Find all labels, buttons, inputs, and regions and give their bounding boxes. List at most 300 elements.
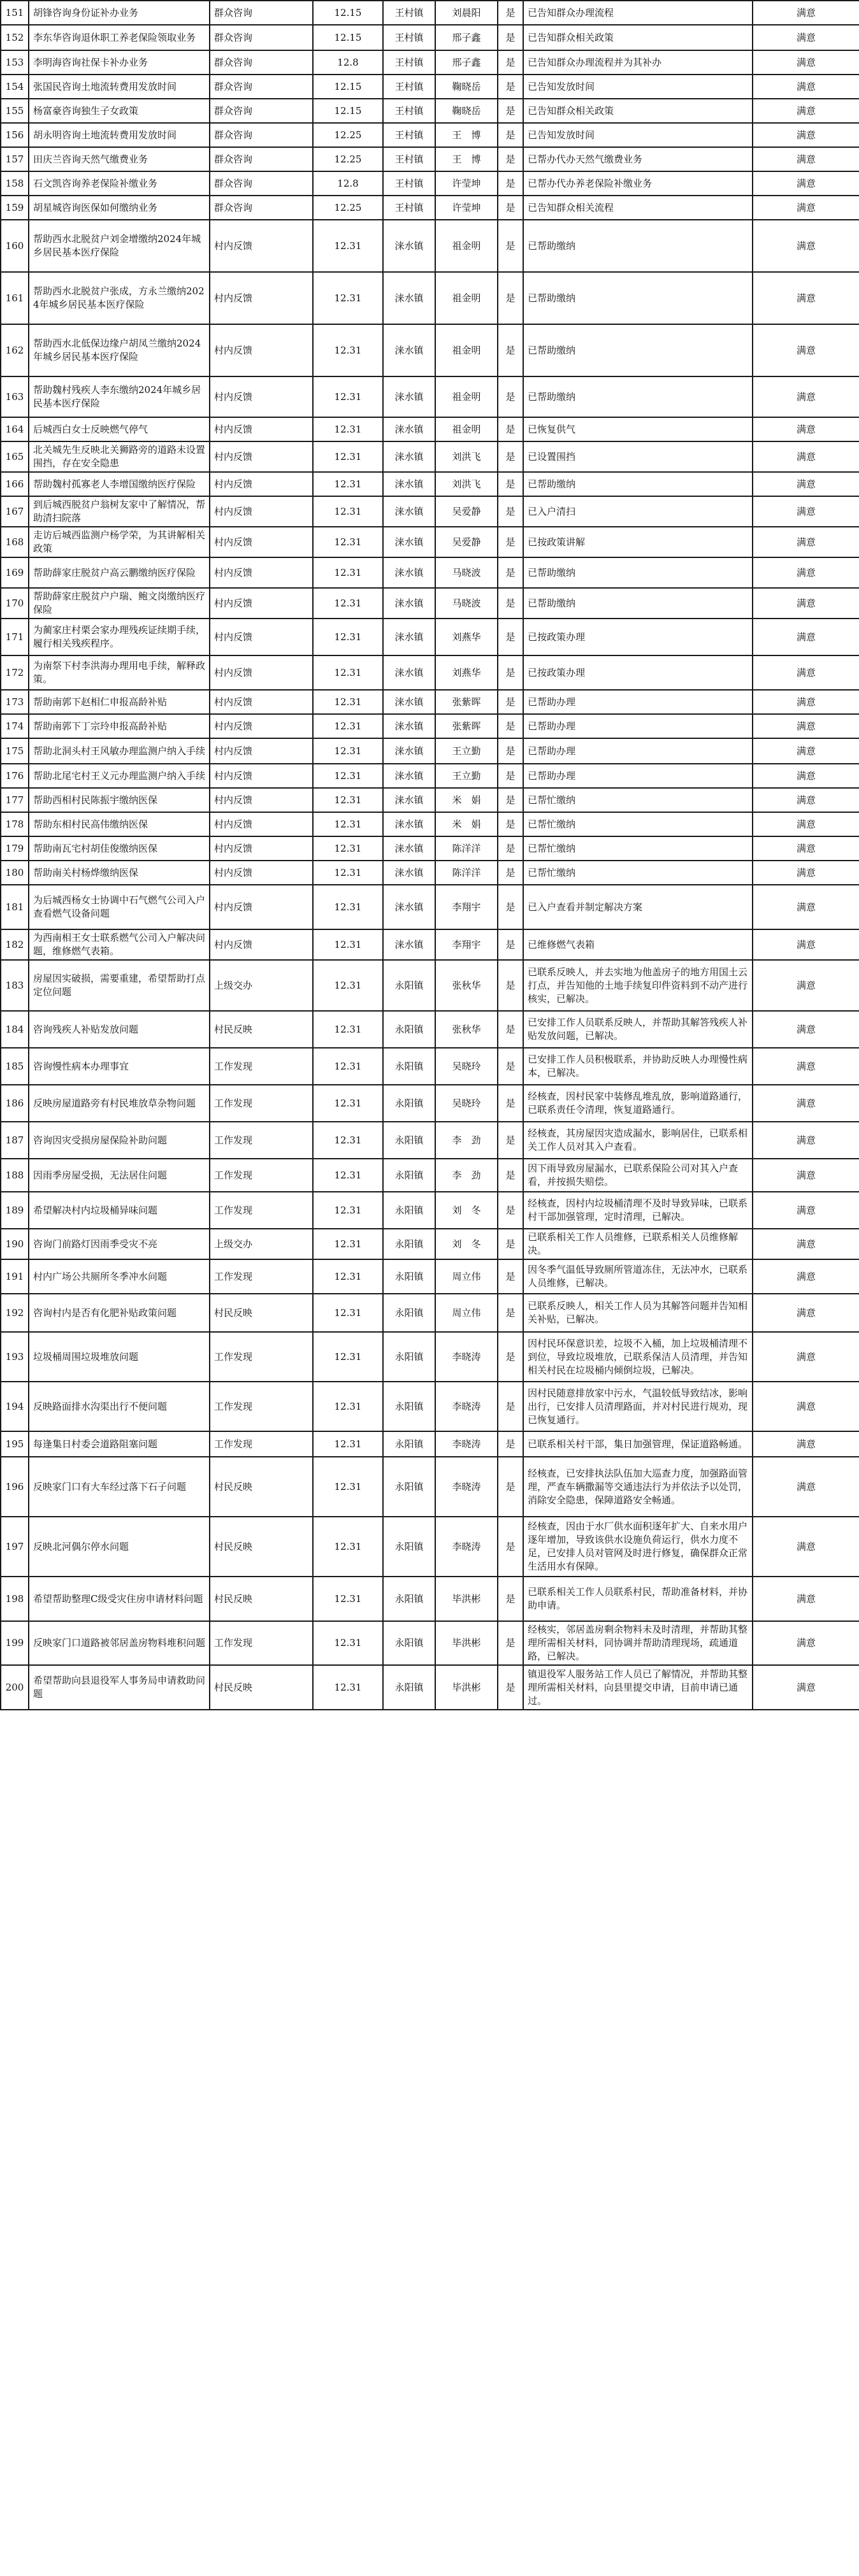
table-row xyxy=(1,738,859,764)
cell-source: 村内反馈 xyxy=(210,738,313,764)
cell-matter: 为蔺家庄村栗会家办理残疾证续期手续，履行相关残疾程序。 xyxy=(29,619,210,655)
cell-source: 工作发现 xyxy=(210,1259,313,1294)
cell-town: 永阳镇 xyxy=(383,1332,435,1382)
cell-matter: 每逢集日村委会道路阻塞问题 xyxy=(29,1431,210,1457)
cell-handler: 周立伟 xyxy=(435,1294,498,1332)
cell-date: 12.15 xyxy=(313,25,383,50)
cell-resolved: 是 xyxy=(498,714,523,738)
cell-result: 已联系相关村干部，集日加强管理，保证道路畅通。 xyxy=(523,1431,753,1457)
cell-result: 已帮助办理 xyxy=(523,764,753,788)
cell-index: 158 xyxy=(1,171,29,196)
cell-matter: 为后城西杨女士协调中石气燃气公司入户查看燃气设备问题 xyxy=(29,885,210,929)
cell-index: 165 xyxy=(1,441,29,472)
table-row xyxy=(1,788,859,812)
cell-index: 196 xyxy=(1,1457,29,1517)
cell-resolved: 是 xyxy=(498,885,523,929)
cell-handler: 李晓涛 xyxy=(435,1431,498,1457)
cell-town: 涞水镇 xyxy=(383,690,435,714)
cell-town: 王村镇 xyxy=(383,99,435,123)
table-row xyxy=(1,1,859,25)
cell-result: 已帮助缴纳 xyxy=(523,472,753,496)
cell-matter: 反映家门口道路被邻居盖房物料堆积问题 xyxy=(29,1621,210,1665)
cell-result: 已帮办代办养老保险补缴业务 xyxy=(523,171,753,196)
cell-index: 175 xyxy=(1,738,29,764)
cell-handler: 张紫晖 xyxy=(435,714,498,738)
cell-result: 经核查，因村内垃圾桶清理不及时导致异味，已联系村干部加强管理，定时清理，已解决。 xyxy=(523,1192,753,1229)
cell-handler: 刘燕华 xyxy=(435,619,498,655)
cell-handler: 许莹坤 xyxy=(435,196,498,220)
cell-satisfaction: 满意 xyxy=(753,1577,859,1621)
cell-handler: 鞠晓岳 xyxy=(435,99,498,123)
cell-date: 12.31 xyxy=(313,1431,383,1457)
cell-index: 178 xyxy=(1,812,29,836)
cell-index: 159 xyxy=(1,196,29,220)
cell-date: 12.25 xyxy=(313,147,383,171)
cell-satisfaction: 满意 xyxy=(753,441,859,472)
cell-satisfaction: 满意 xyxy=(753,1,859,25)
cell-matter: 帮助东相村民高伟缴纳医保 xyxy=(29,812,210,836)
cell-source: 村内反馈 xyxy=(210,655,313,690)
cell-result: 已联系相关工作人员联系村民，帮助准备材料，并协助申请。 xyxy=(523,1577,753,1621)
cell-date: 12.31 xyxy=(313,472,383,496)
cell-satisfaction: 满意 xyxy=(753,1229,859,1259)
cell-source: 村内反馈 xyxy=(210,527,313,557)
cell-handler: 刘晨阳 xyxy=(435,1,498,25)
table-row xyxy=(1,588,859,619)
cell-source: 村内反馈 xyxy=(210,417,313,441)
cell-satisfaction: 满意 xyxy=(753,690,859,714)
table-row xyxy=(1,527,859,557)
cell-matter: 村内广场公共厕所冬季冲水问题 xyxy=(29,1259,210,1294)
cell-town: 涞水镇 xyxy=(383,764,435,788)
cell-index: 172 xyxy=(1,655,29,690)
cell-matter: 咨询因灾受损房屋保险补助问题 xyxy=(29,1122,210,1159)
table-row xyxy=(1,655,859,690)
cell-resolved: 是 xyxy=(498,376,523,417)
table-row xyxy=(1,557,859,588)
cell-satisfaction: 满意 xyxy=(753,885,859,929)
cell-town: 永阳镇 xyxy=(383,1085,435,1122)
cell-date: 12.25 xyxy=(313,123,383,147)
cell-matter: 希望帮助整理C级受灾住房申请材料问题 xyxy=(29,1577,210,1621)
cell-satisfaction: 满意 xyxy=(753,1159,859,1192)
cell-index: 190 xyxy=(1,1229,29,1259)
cell-handler: 王立勤 xyxy=(435,738,498,764)
cell-satisfaction: 满意 xyxy=(753,1665,859,1710)
cell-resolved: 是 xyxy=(498,1517,523,1577)
cell-resolved: 是 xyxy=(498,1332,523,1382)
cell-index: 174 xyxy=(1,714,29,738)
cell-index: 181 xyxy=(1,885,29,929)
cell-handler: 马晓波 xyxy=(435,557,498,588)
cell-index: 187 xyxy=(1,1122,29,1159)
cell-handler: 祖金明 xyxy=(435,220,498,272)
cell-matter: 帮助南郭下赵相仁申报高龄补贴 xyxy=(29,690,210,714)
cell-satisfaction: 满意 xyxy=(753,764,859,788)
cell-date: 12.31 xyxy=(313,885,383,929)
cell-source: 工作发现 xyxy=(210,1332,313,1382)
cell-date: 12.31 xyxy=(313,1294,383,1332)
cell-handler: 李晓涛 xyxy=(435,1382,498,1431)
cell-date: 12.31 xyxy=(313,836,383,861)
cell-resolved: 是 xyxy=(498,1621,523,1665)
cell-index: 166 xyxy=(1,472,29,496)
cell-index: 195 xyxy=(1,1431,29,1457)
cell-matter: 反映北河偶尔停水问题 xyxy=(29,1517,210,1577)
cell-satisfaction: 满意 xyxy=(753,1259,859,1294)
cell-matter: 帮助薛家庄脱贫户户瑞、鲍文岗缴纳医疗保险 xyxy=(29,588,210,619)
cell-town: 王村镇 xyxy=(383,147,435,171)
cell-date: 12.31 xyxy=(313,861,383,885)
cell-source: 村内反馈 xyxy=(210,885,313,929)
cell-index: 199 xyxy=(1,1621,29,1665)
cell-date: 12.31 xyxy=(313,527,383,557)
cell-handler: 祖金明 xyxy=(435,417,498,441)
cell-result: 已告知群众办理流程并为其补办 xyxy=(523,50,753,75)
cell-date: 12.31 xyxy=(313,1332,383,1382)
cell-source: 工作发现 xyxy=(210,1192,313,1229)
cell-resolved: 是 xyxy=(498,1229,523,1259)
cell-index: 163 xyxy=(1,376,29,417)
cell-result: 已安排工作人员联系反映人，并帮助其解答残疾人补贴发放问题，已解决。 xyxy=(523,1011,753,1048)
cell-date: 12.31 xyxy=(313,1192,383,1229)
cell-result: 已告知群众相关政策 xyxy=(523,99,753,123)
cell-matter: 帮助西水北脱贫户张成，方永兰缴纳2024年城乡居民基本医疗保险 xyxy=(29,272,210,324)
cell-source: 上级交办 xyxy=(210,1229,313,1259)
cell-matter: 房屋因实破损，需要重建，希望帮助打点定位问题 xyxy=(29,960,210,1011)
cell-satisfaction: 满意 xyxy=(753,50,859,75)
cell-source: 村内反馈 xyxy=(210,619,313,655)
cell-town: 涞水镇 xyxy=(383,324,435,376)
cell-source: 村内反馈 xyxy=(210,836,313,861)
cell-source: 村内反馈 xyxy=(210,496,313,527)
cell-town: 涞水镇 xyxy=(383,220,435,272)
cell-matter: 咨询村内是否有化肥补贴政策问题 xyxy=(29,1294,210,1332)
cell-matter: 帮助南瓦宅村胡佳俊缴纳医保 xyxy=(29,836,210,861)
cell-result: 已帮办代办天然气缴费业务 xyxy=(523,147,753,171)
cell-town: 涞水镇 xyxy=(383,441,435,472)
cell-resolved: 是 xyxy=(498,619,523,655)
cell-date: 12.31 xyxy=(313,324,383,376)
cell-result: 已帮助缴纳 xyxy=(523,588,753,619)
table-row xyxy=(1,147,859,171)
cell-handler: 刘 冬 xyxy=(435,1229,498,1259)
cell-date: 12.31 xyxy=(313,1122,383,1159)
cell-source: 村内反馈 xyxy=(210,376,313,417)
cell-satisfaction: 满意 xyxy=(753,417,859,441)
table-row xyxy=(1,1332,859,1382)
cell-satisfaction: 满意 xyxy=(753,1011,859,1048)
cell-town: 永阳镇 xyxy=(383,1431,435,1457)
cell-source: 村内反馈 xyxy=(210,441,313,472)
cell-handler: 李晓涛 xyxy=(435,1332,498,1382)
cell-handler: 张紫晖 xyxy=(435,690,498,714)
cell-handler: 邢子鑫 xyxy=(435,25,498,50)
cell-source: 村内反馈 xyxy=(210,861,313,885)
cell-handler: 陈洋洋 xyxy=(435,861,498,885)
cell-result: 已告知群众相关政策 xyxy=(523,25,753,50)
cell-date: 12.31 xyxy=(313,1259,383,1294)
cell-result: 因冬季气温低导致厕所管道冻住，无法冲水，已联系人员维修，已解决。 xyxy=(523,1259,753,1294)
cell-resolved: 是 xyxy=(498,1382,523,1431)
cell-resolved: 是 xyxy=(498,75,523,99)
table-row xyxy=(1,1229,859,1259)
cell-index: 160 xyxy=(1,220,29,272)
cell-matter: 帮助南郭下丁宗玲申报高龄补贴 xyxy=(29,714,210,738)
cell-town: 永阳镇 xyxy=(383,1294,435,1332)
cell-matter: 石文凯咨询养老保险补缴业务 xyxy=(29,171,210,196)
cell-index: 161 xyxy=(1,272,29,324)
table-row xyxy=(1,417,859,441)
table-row xyxy=(1,1122,859,1159)
table-row xyxy=(1,885,859,929)
cell-town: 永阳镇 xyxy=(383,1229,435,1259)
cell-result: 已恢复供气 xyxy=(523,417,753,441)
cell-satisfaction: 满意 xyxy=(753,99,859,123)
cell-index: 180 xyxy=(1,861,29,885)
table-row xyxy=(1,1382,859,1431)
table-row xyxy=(1,1457,859,1517)
cell-satisfaction: 满意 xyxy=(753,1048,859,1085)
cell-matter: 为西南相王女士联系燃气公司入户解决问题，维修燃气表箱。 xyxy=(29,929,210,960)
cell-satisfaction: 满意 xyxy=(753,812,859,836)
cell-source: 工作发现 xyxy=(210,1382,313,1431)
cell-town: 永阳镇 xyxy=(383,1259,435,1294)
cell-source: 群众咨询 xyxy=(210,25,313,50)
cell-handler: 邢子鑫 xyxy=(435,50,498,75)
cell-result: 经核查，因村民家中装修乱堆乱放，影响道路通行，已联系责任令清理，恢复道路通行。 xyxy=(523,1085,753,1122)
cell-resolved: 是 xyxy=(498,496,523,527)
cell-matter: 走访后城西监测户杨学荣，为其讲解相关政策 xyxy=(29,527,210,557)
cell-index: 171 xyxy=(1,619,29,655)
cell-index: 193 xyxy=(1,1332,29,1382)
cell-resolved: 是 xyxy=(498,171,523,196)
cell-handler: 李 劲 xyxy=(435,1159,498,1192)
cell-index: 198 xyxy=(1,1577,29,1621)
cell-source: 群众咨询 xyxy=(210,50,313,75)
cell-result: 已联系反映人，并去实地为他盖房子的地方用国土云打点，并告知他的土地手续复印件资料到不动产进行核实，已解决。 xyxy=(523,960,753,1011)
cell-town: 永阳镇 xyxy=(383,960,435,1011)
cell-matter: 田庆兰咨询天然气缴费业务 xyxy=(29,147,210,171)
cell-matter: 李东华咨询退休职工养老保险领取业务 xyxy=(29,25,210,50)
cell-resolved: 是 xyxy=(498,1192,523,1229)
cell-index: 191 xyxy=(1,1259,29,1294)
cell-handler: 鞠晓岳 xyxy=(435,75,498,99)
cell-index: 157 xyxy=(1,147,29,171)
cell-resolved: 是 xyxy=(498,764,523,788)
cell-resolved: 是 xyxy=(498,472,523,496)
cell-matter: 北关城先生反映北关狮路旁的道路未设置围挡，存在安全隐患 xyxy=(29,441,210,472)
cell-matter: 胡永明咨询土地流转费用发放时间 xyxy=(29,123,210,147)
cell-result: 已帮助缴纳 xyxy=(523,376,753,417)
cell-result: 已帮忙缴纳 xyxy=(523,836,753,861)
cell-resolved: 是 xyxy=(498,99,523,123)
cell-matter: 帮助西水北低保边缘户胡凤兰缴纳2024年城乡居民基本医疗保险 xyxy=(29,324,210,376)
cell-source: 村民反映 xyxy=(210,1577,313,1621)
cell-date: 12.31 xyxy=(313,441,383,472)
cell-handler: 祖金明 xyxy=(435,324,498,376)
cell-resolved: 是 xyxy=(498,527,523,557)
table-row xyxy=(1,1294,859,1332)
cell-date: 12.31 xyxy=(313,1577,383,1621)
table-row xyxy=(1,861,859,885)
cell-result: 因村民环保意识差，垃圾不入桶，加上垃圾桶清理不到位，导致垃圾堆放，已联系保洁人员清理，并告知相关村民在垃圾桶内倾倒垃圾，已解决。 xyxy=(523,1332,753,1382)
cell-date: 12.31 xyxy=(313,1229,383,1259)
cell-result: 已设置围挡 xyxy=(523,441,753,472)
cell-result: 已帮忙缴纳 xyxy=(523,812,753,836)
cell-handler: 祖金明 xyxy=(435,272,498,324)
cell-matter: 后城西白女士反映燃气停气 xyxy=(29,417,210,441)
cell-matter: 到后城西脱贫户翁树友家中了解情况，帮助清扫院落 xyxy=(29,496,210,527)
cell-handler: 米 娟 xyxy=(435,812,498,836)
cell-resolved: 是 xyxy=(498,1577,523,1621)
cell-date: 12.31 xyxy=(313,1665,383,1710)
table-row xyxy=(1,1431,859,1457)
cell-result: 已告知发放时间 xyxy=(523,75,753,99)
cell-town: 永阳镇 xyxy=(383,1577,435,1621)
table-row xyxy=(1,376,859,417)
cell-matter: 帮助西相村民陈振宇缴纳医保 xyxy=(29,788,210,812)
cell-result: 已联系相关工作人员维修，已联系相关人员维修解决。 xyxy=(523,1229,753,1259)
cell-town: 永阳镇 xyxy=(383,1621,435,1665)
table-row xyxy=(1,99,859,123)
cell-source: 群众咨询 xyxy=(210,75,313,99)
cell-source: 村内反馈 xyxy=(210,764,313,788)
cell-index: 167 xyxy=(1,496,29,527)
cell-source: 村内反馈 xyxy=(210,690,313,714)
cell-source: 村内反馈 xyxy=(210,714,313,738)
cell-satisfaction: 满意 xyxy=(753,1382,859,1431)
cell-date: 12.31 xyxy=(313,619,383,655)
cell-town: 永阳镇 xyxy=(383,1192,435,1229)
cell-index: 173 xyxy=(1,690,29,714)
table-row xyxy=(1,123,859,147)
cell-town: 永阳镇 xyxy=(383,1665,435,1710)
cell-result: 已帮助办理 xyxy=(523,690,753,714)
cell-matter: 帮助西水北脱贫户刘金增缴纳2024年城乡居民基本医疗保险 xyxy=(29,220,210,272)
cell-resolved: 是 xyxy=(498,1159,523,1192)
table-row xyxy=(1,1085,859,1122)
cell-town: 涞水镇 xyxy=(383,496,435,527)
cell-satisfaction: 满意 xyxy=(753,171,859,196)
cell-satisfaction: 满意 xyxy=(753,929,859,960)
cell-date: 12.31 xyxy=(313,376,383,417)
table-row xyxy=(1,196,859,220)
cell-index: 192 xyxy=(1,1294,29,1332)
cell-handler: 刘 冬 xyxy=(435,1192,498,1229)
cell-satisfaction: 满意 xyxy=(753,1332,859,1382)
cell-source: 工作发现 xyxy=(210,1085,313,1122)
cell-source: 村内反馈 xyxy=(210,588,313,619)
cell-resolved: 是 xyxy=(498,50,523,75)
cell-source: 群众咨询 xyxy=(210,147,313,171)
cell-town: 涞水镇 xyxy=(383,885,435,929)
cell-resolved: 是 xyxy=(498,1457,523,1517)
table-row xyxy=(1,929,859,960)
cell-index: 156 xyxy=(1,123,29,147)
cell-result: 已帮忙缴纳 xyxy=(523,861,753,885)
cell-matter: 帮助北洞头村王风敏办理监测户纳入手续 xyxy=(29,738,210,764)
table-row xyxy=(1,619,859,655)
cell-index: 152 xyxy=(1,25,29,50)
cell-handler: 吴爱静 xyxy=(435,527,498,557)
cell-matter: 帮助魏村孤寡老人李增国缴纳医疗保险 xyxy=(29,472,210,496)
cell-source: 工作发现 xyxy=(210,1122,313,1159)
cell-date: 12.31 xyxy=(313,764,383,788)
cell-town: 永阳镇 xyxy=(383,1122,435,1159)
cell-result: 已联系反映人，相关工作人员为其解答问题并告知相关补贴，已解决。 xyxy=(523,1294,753,1332)
cell-town: 涞水镇 xyxy=(383,929,435,960)
cell-index: 179 xyxy=(1,836,29,861)
cell-handler: 李翔宇 xyxy=(435,885,498,929)
cell-matter: 为南祭下村李洪海办理用电手续，解释政策。 xyxy=(29,655,210,690)
cell-town: 涞水镇 xyxy=(383,417,435,441)
cell-index: 182 xyxy=(1,929,29,960)
table-row xyxy=(1,1259,859,1294)
cell-satisfaction: 满意 xyxy=(753,1122,859,1159)
cell-date: 12.15 xyxy=(313,75,383,99)
cell-result: 已按政策讲解 xyxy=(523,527,753,557)
cell-town: 涞水镇 xyxy=(383,527,435,557)
cell-resolved: 是 xyxy=(498,1122,523,1159)
cell-source: 群众咨询 xyxy=(210,123,313,147)
table-row xyxy=(1,960,859,1011)
cell-town: 王村镇 xyxy=(383,25,435,50)
table-row xyxy=(1,764,859,788)
cell-date: 12.8 xyxy=(313,50,383,75)
cell-resolved: 是 xyxy=(498,861,523,885)
cell-handler: 周立伟 xyxy=(435,1259,498,1294)
cell-satisfaction: 满意 xyxy=(753,1621,859,1665)
cell-index: 153 xyxy=(1,50,29,75)
cell-town: 王村镇 xyxy=(383,50,435,75)
cell-source: 村内反馈 xyxy=(210,788,313,812)
cell-resolved: 是 xyxy=(498,1431,523,1457)
cell-town: 涞水镇 xyxy=(383,376,435,417)
cell-resolved: 是 xyxy=(498,788,523,812)
cell-source: 村民反映 xyxy=(210,1665,313,1710)
table-row xyxy=(1,272,859,324)
cell-result: 已维修燃气表箱 xyxy=(523,929,753,960)
cell-town: 涞水镇 xyxy=(383,272,435,324)
cell-source: 村内反馈 xyxy=(210,272,313,324)
cell-handler: 李 劲 xyxy=(435,1122,498,1159)
cell-satisfaction: 满意 xyxy=(753,960,859,1011)
cell-source: 村内反馈 xyxy=(210,812,313,836)
cell-resolved: 是 xyxy=(498,1085,523,1122)
cell-resolved: 是 xyxy=(498,1011,523,1048)
cell-satisfaction: 满意 xyxy=(753,220,859,272)
cell-town: 王村镇 xyxy=(383,75,435,99)
cell-date: 12.31 xyxy=(313,690,383,714)
cell-resolved: 是 xyxy=(498,588,523,619)
cell-date: 12.31 xyxy=(313,1048,383,1085)
cell-town: 永阳镇 xyxy=(383,1457,435,1517)
cell-index: 194 xyxy=(1,1382,29,1431)
cell-date: 12.31 xyxy=(313,588,383,619)
cell-index: 176 xyxy=(1,764,29,788)
cell-matter: 帮助薛家庄脱贫户高云鹏缴纳医疗保险 xyxy=(29,557,210,588)
cell-date: 12.31 xyxy=(313,1382,383,1431)
cell-source: 村民反映 xyxy=(210,1457,313,1517)
cell-result: 已帮助缴纳 xyxy=(523,272,753,324)
cell-resolved: 是 xyxy=(498,557,523,588)
cell-resolved: 是 xyxy=(498,441,523,472)
cell-satisfaction: 满意 xyxy=(753,1431,859,1457)
cell-town: 王村镇 xyxy=(383,1,435,25)
cell-date: 12.31 xyxy=(313,220,383,272)
cell-date: 12.31 xyxy=(313,496,383,527)
